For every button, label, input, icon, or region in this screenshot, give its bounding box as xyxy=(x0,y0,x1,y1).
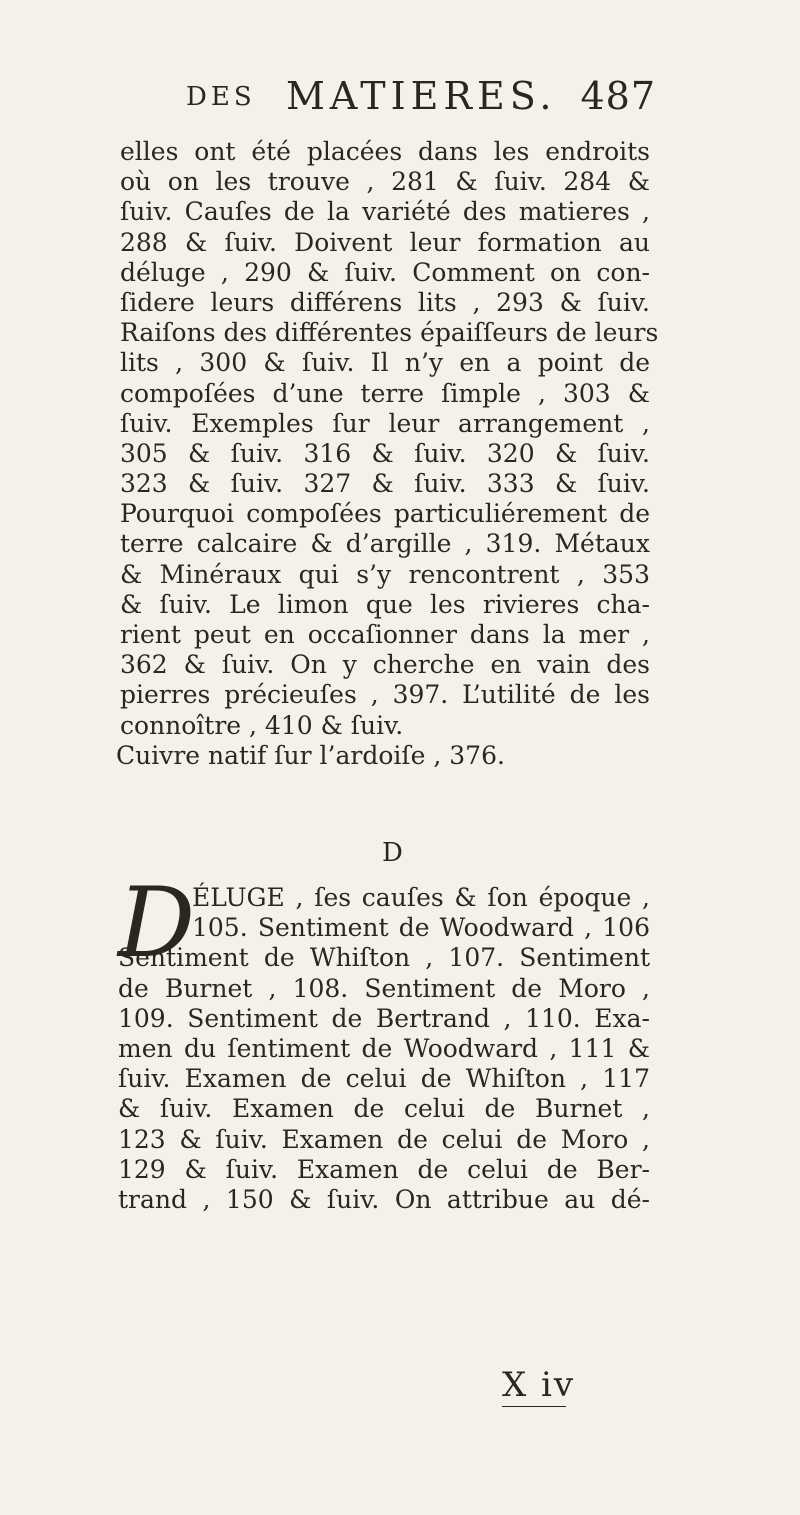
header-des: DES xyxy=(186,82,256,112)
text-line: compoſées d’une terre ſimple , 303 & xyxy=(120,378,650,408)
text-line: ſidere leurs différens lits , 293 & ſuiv. xyxy=(120,287,650,317)
text-line: elles ont été placées dans les endroits xyxy=(120,137,650,166)
index-entry-deluge xyxy=(118,883,650,1215)
drop-cap-letter: D xyxy=(118,867,195,979)
header-title: MATIERES. xyxy=(286,74,557,118)
text-line: 129 & ſuiv. Examen de celui de Ber- xyxy=(118,1154,650,1184)
text-line: men du ſentiment de Woodward , 111 & xyxy=(118,1033,650,1063)
text-line: déluge , 290 & ſuiv. Comment on con- xyxy=(120,257,650,287)
text-line: trand , 150 & ſuiv. On attribue au dé- xyxy=(118,1184,650,1214)
signature-underline xyxy=(502,1406,566,1407)
index-entry-cuivre: Cuivre natif ſur l’ardoiſe , 376. xyxy=(116,740,505,770)
signature-text: X iv xyxy=(502,1365,576,1405)
text-line: 105. Sentiment de Woodward , 106 xyxy=(192,913,650,943)
text-line: où on les trouve , 281 & ſuiv. 284 & xyxy=(120,167,650,197)
section-letter-heading: D xyxy=(382,838,403,868)
page-number: 487 xyxy=(580,74,656,118)
text-line: rient peut en occaſionner dans la mer , xyxy=(120,620,650,649)
text-line: 305 & ſuiv. 316 & ſuiv. 320 & ſuiv. xyxy=(120,438,650,468)
text-line: & ſuiv. Examen de celui de Burnet , xyxy=(118,1094,650,1124)
text-line: ſuiv. Cauſes de la variété des matieres , xyxy=(120,197,650,227)
text-line: de Burnet , 108. Sentiment de Moro , xyxy=(118,973,650,1003)
text-line: ſuiv. Examen de celui de Whiſton , 117 xyxy=(118,1064,650,1094)
text-line: lits , 300 & ſuiv. Il n’y en a point de xyxy=(120,348,650,378)
text-line: connoître , 410 & ſuiv. xyxy=(120,710,404,740)
text-line: Pourquoi compoſées particuliérement de xyxy=(120,499,650,529)
text-line: pierres précieuſes , 397. L’utilité de les xyxy=(120,680,650,710)
text-line: Sentiment de Whiſton , 107. Sentiment xyxy=(118,943,650,973)
text-line: ÉLUGE , ſes cauſes & ſon époque , xyxy=(192,883,650,912)
text-line: terre calcaire & d’argille , 319. Métaux xyxy=(120,529,650,559)
index-entry-continuation xyxy=(116,137,659,771)
text-line: 109. Sentiment de Bertrand , 110. Exa- xyxy=(118,1003,650,1033)
text-line: Raiſons des différentes épaiſſeurs de leurs xyxy=(120,318,659,348)
text-line: 323 & ſuiv. 327 & ſuiv. 333 & ſuiv. xyxy=(120,469,650,499)
text-line: 288 & ſuiv. Doivent leur formation au xyxy=(120,227,650,257)
signature-mark xyxy=(502,1365,575,1405)
text-line: & Minéraux qui s’y rencontrent , 353 xyxy=(120,559,650,589)
text-line: 362 & ſuiv. On y cherche en vain des xyxy=(120,650,650,680)
running-header xyxy=(186,74,656,124)
text-line: ſuiv. Exemples ſur leur arrangement , xyxy=(120,408,650,438)
text-line: 123 & ſuiv. Examen de celui de Moro , xyxy=(118,1124,650,1154)
text-line: & ſuiv. Le limon que les rivieres cha- xyxy=(120,589,650,619)
